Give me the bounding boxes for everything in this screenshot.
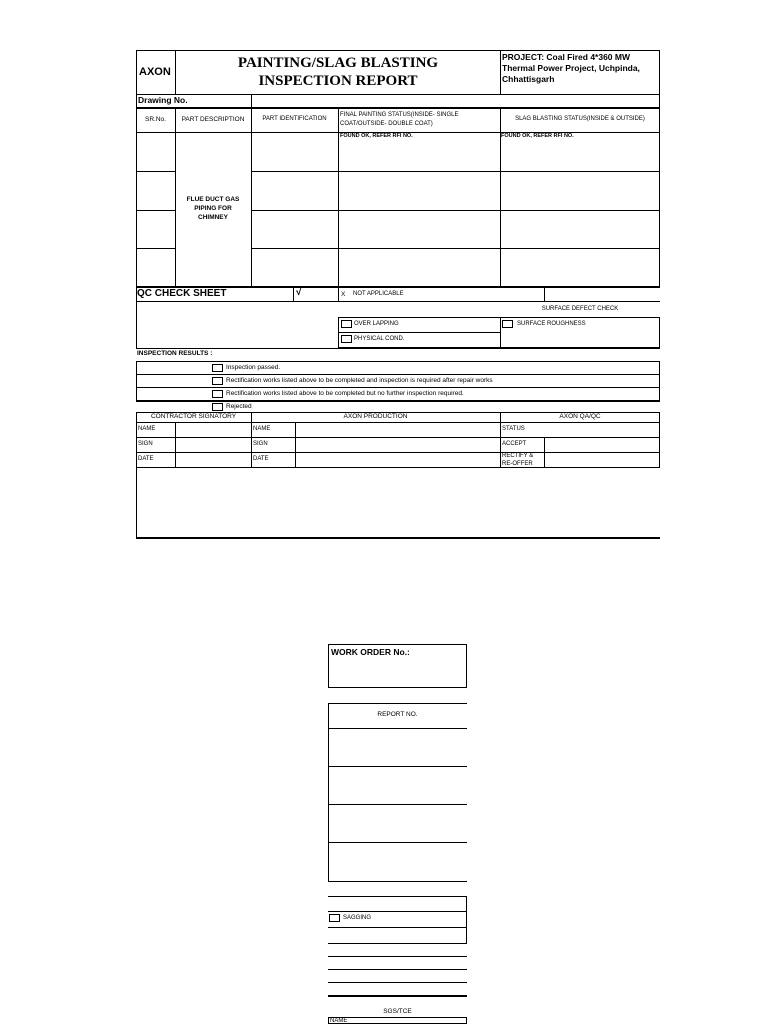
report-no-label: REPORT NO.	[377, 711, 418, 718]
rejected-label: Rejected	[226, 403, 252, 410]
results-line	[136, 374, 660, 375]
contractor-signatory-header: CONTRACTOR SIGNATORY	[150, 413, 237, 420]
project-line3: Chhattisgarh	[502, 74, 555, 84]
contractor-name-label: NAME	[138, 426, 156, 432]
part-description-line2: PIPING FOR	[194, 205, 232, 212]
report-no-line	[328, 881, 467, 882]
qc-divider	[293, 287, 294, 301]
surface-roughness-checkbox[interactable]	[502, 320, 513, 328]
qaqc-accept-label: ACCEPT	[502, 441, 527, 447]
physical-cond-label: PHYSICAL COND.	[354, 336, 405, 342]
qc-check-mark: √	[296, 287, 302, 298]
qc-line	[136, 301, 660, 302]
report-no-left-border	[328, 703, 329, 881]
qc-left-border	[136, 287, 137, 348]
signature-divider	[500, 412, 501, 468]
inspection-passed-label: Inspection passed.	[226, 364, 281, 371]
production-date-label: DATE	[253, 456, 269, 462]
axon-production-header: AXON PRODUCTION	[343, 413, 408, 420]
signature-divider	[251, 412, 252, 468]
signature-line	[136, 452, 660, 453]
results-left-border	[136, 361, 137, 401]
sagging-checkbox[interactable]	[329, 914, 340, 922]
surface-defect-check: SURFACE DEFECT CHECK	[541, 306, 619, 312]
sgs-tce-box	[328, 1017, 467, 1024]
report-no-line	[328, 728, 467, 729]
rectify-no-reinspect-checkbox[interactable]	[212, 390, 223, 398]
drawing-label: Drawing No.	[138, 95, 188, 105]
project-line1: PROJECT: Coal Fired 4*360 MW	[502, 52, 631, 62]
rejected-checkbox[interactable]	[212, 403, 223, 411]
contractor-date-label: DATE	[138, 456, 154, 462]
sagging-line	[328, 896, 467, 897]
report-no-line	[328, 766, 467, 767]
qaqc-status-label: STATUS	[502, 426, 525, 432]
qaqc-rectify-label: RECTIFY &	[502, 453, 534, 459]
report-no-line	[328, 804, 467, 805]
part-description-line3: CHIMNEY	[198, 214, 228, 221]
report-title-line2: INSPECTION REPORT	[258, 73, 418, 89]
table-row-divider	[251, 210, 660, 211]
table-row-divider	[251, 171, 660, 172]
physical-cond-checkbox[interactable]	[341, 335, 352, 343]
results-right-border	[659, 361, 660, 401]
lower-thick-line	[328, 995, 467, 997]
signature-line	[136, 422, 660, 423]
surface-roughness-label: SURFACE ROUGHNESS	[517, 321, 586, 327]
results-top-line	[136, 348, 660, 349]
qaqc-reoffer-label: RE-OFFER	[502, 461, 533, 467]
col-header-part-description: PART DESCRIPTION	[181, 116, 245, 123]
qc-not-applicable: NOT APPLICABLE	[353, 291, 404, 297]
col-header-part-identification: PART IDENTIFICATION	[262, 116, 327, 122]
rectify-reinspect-checkbox[interactable]	[212, 377, 223, 385]
lower-line	[328, 956, 467, 957]
drawing-value-cell[interactable]	[251, 94, 660, 108]
signature-divider	[295, 422, 296, 468]
signature-line	[136, 437, 660, 438]
col-header-sr: SR.No.	[145, 116, 166, 123]
part-description-line1: FLUE DUCT GAS	[186, 196, 240, 203]
table-row-divider	[136, 210, 175, 211]
sagging-line	[328, 911, 467, 912]
signature-divider	[544, 437, 545, 468]
table-row-divider	[136, 171, 175, 172]
report-title-line1: PAINTING/SLAG BLASTING	[237, 55, 439, 71]
form-bottom-line	[136, 537, 660, 539]
sagging-line	[328, 943, 467, 944]
table-col-divider	[338, 108, 339, 287]
qc-grid-divider	[500, 317, 501, 348]
signature-divider	[175, 422, 176, 468]
found-ok-painting: FOUND OK, REFER RFI NO.	[340, 133, 413, 139]
results-thick-line	[136, 400, 660, 402]
table-row-divider	[136, 248, 175, 249]
project-line2: Thermal Power Project, Uchpinda,	[502, 63, 640, 73]
qc-x-mark: X	[341, 291, 346, 298]
results-line	[136, 387, 660, 388]
found-ok-slag: FOUND OK, REFER RFI NO.	[501, 133, 574, 139]
results-title: INSPECTION RESULTS :	[137, 350, 213, 357]
over-lapping-label: OVER LAPPING	[354, 321, 399, 327]
company-name: AXON	[139, 66, 171, 78]
sagging-label: SAGGING	[343, 915, 372, 921]
work-order-label: WORK ORDER No.:	[331, 647, 410, 657]
table-col-divider	[251, 108, 252, 287]
qc-divider	[338, 287, 339, 301]
table-row-divider	[251, 248, 660, 249]
col-header-final-painting-cont: COAT/OUTSIDE- DOUBLE COAT)	[340, 121, 433, 127]
sgs-tce-header: SGS/TCE	[383, 1008, 412, 1015]
axon-qaqc-header: AXON QA/QC	[559, 413, 601, 420]
sgs-name-label: NAME	[330, 1018, 348, 1024]
rectify-reinspect-label: Rectification works listed above to be completed and inspection is required after repair works	[226, 377, 493, 384]
production-name-label: NAME	[253, 426, 271, 432]
sagging-right-border	[466, 896, 467, 944]
production-sign-label: SIGN	[253, 441, 268, 447]
rectify-no-reinspect-label: Rectification works listed above to be completed but no further inspection required.	[226, 390, 464, 397]
col-header-final-painting: FINAL PAINTING STATUS(INSIDE- SINGLE	[340, 112, 459, 118]
sagging-line	[328, 927, 467, 928]
col-header-slag-blasting: SLAG BLASTING STATUS(INSIDE & OUTSIDE)	[515, 116, 645, 122]
inspection-passed-checkbox[interactable]	[212, 364, 223, 372]
lower-line	[328, 982, 467, 983]
qc-divider	[544, 287, 545, 301]
report-no-line	[328, 703, 467, 704]
results-line	[136, 361, 660, 362]
qc-grid-divider	[338, 332, 500, 333]
remarks-left-border	[136, 468, 137, 538]
over-lapping-checkbox[interactable]	[341, 320, 352, 328]
lower-line	[328, 969, 467, 970]
signature-table	[136, 412, 660, 468]
contractor-sign-label: SIGN	[138, 441, 153, 447]
report-no-line	[328, 842, 467, 843]
qc-title: QC CHECK SHEET	[137, 288, 227, 299]
